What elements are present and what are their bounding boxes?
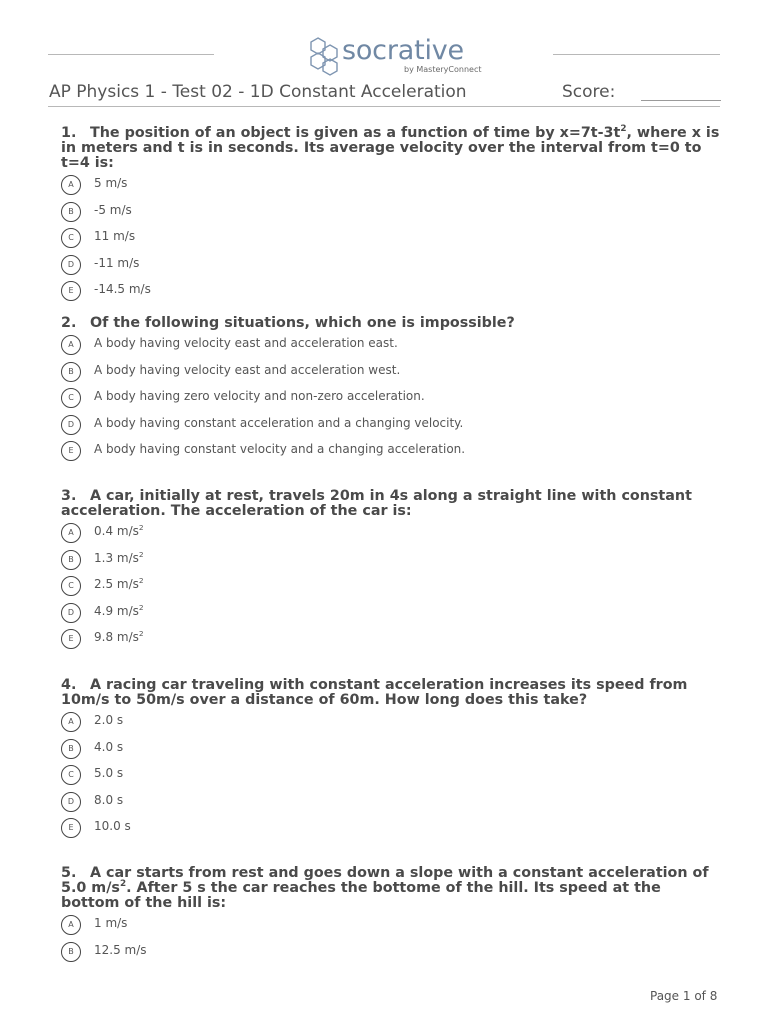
choice-bubble[interactable]: D (61, 603, 81, 623)
choice-option[interactable]: E 10.0 s (61, 818, 721, 845)
choice-bubble[interactable]: E (61, 281, 81, 301)
header-rule-left (48, 54, 214, 55)
choice-bubble[interactable]: C (61, 765, 81, 785)
question-4-choices (61, 712, 721, 845)
choice-option[interactable]: D 8.0 s (61, 792, 721, 819)
choice-bubble[interactable]: E (61, 441, 81, 461)
choice-bubble[interactable]: C (61, 388, 81, 408)
choice-option[interactable]: A A body having velocity east and acceleration east. (61, 335, 721, 362)
question-4-text: 4. A racing car traveling with constant acceleration increases its speed from 10m/s to 50m/s over a distance of 60m. How long does this take? (61, 677, 688, 708)
choice-bubble[interactable]: B (61, 739, 81, 759)
choice-bubble[interactable]: B (61, 202, 81, 222)
choice-bubble[interactable]: D (61, 792, 81, 812)
choice-option[interactable]: B 4.0 s (61, 739, 721, 766)
choice-option[interactable]: B A body having velocity east and acceleration west. (61, 362, 721, 389)
choice-bubble[interactable]: B (61, 550, 81, 570)
choice-option[interactable]: E -14.5 m/s (61, 281, 721, 308)
choice-bubble[interactable]: A (61, 335, 81, 355)
choice-option[interactable]: C A body having zero velocity and non-zero acceleration. (61, 388, 721, 415)
choice-option[interactable]: B -5 m/s (61, 202, 721, 229)
page-title: AP Physics 1 - Test 02 - 1D Constant Acceleration (49, 82, 467, 102)
choice-bubble[interactable]: D (61, 255, 81, 275)
page-number: Page 1 of 8 (650, 989, 718, 1003)
choice-option[interactable]: C 2.5 $m/s^2$ (61, 576, 721, 603)
choice-bubble[interactable]: D (61, 415, 81, 435)
choice-option[interactable]: E A body having constant velocity and a changing acceleration. (61, 441, 721, 468)
choice-bubble[interactable]: E (61, 629, 81, 649)
choice-option[interactable]: A 5 m/s (61, 175, 721, 202)
question-5 (61, 866, 721, 968)
question-2-choices (61, 335, 721, 468)
score-blank (641, 100, 721, 101)
question-1-choices (61, 175, 721, 308)
choice-option[interactable]: B 12.5 m/s (61, 942, 721, 969)
choice-bubble[interactable]: C (61, 576, 81, 596)
choice-bubble[interactable]: E (61, 818, 81, 838)
choice-bubble[interactable]: A (61, 175, 81, 195)
choice-bubble[interactable]: A (61, 523, 81, 543)
question-2-text: 2. Of the following situations, which one is impossible? (61, 315, 515, 331)
choice-option[interactable]: E 9.8 $m/s^2$ (61, 629, 721, 656)
brand-wordmark: socrative (342, 35, 464, 66)
choice-bubble[interactable]: B (61, 942, 81, 962)
hexagon-logo-icon (306, 37, 342, 77)
socrative-logo (306, 35, 482, 81)
score-label: Score: (562, 82, 616, 102)
choice-option[interactable]: D 4.9 $m/s^2$ (61, 603, 721, 630)
choice-option[interactable]: A 2.0 s (61, 712, 721, 739)
brand-byline: by MasteryConnect (404, 65, 482, 74)
choice-option[interactable]: C 5.0 s (61, 765, 721, 792)
question-5-text: 5. A car starts from rest and goes down a slope with a constant acceleration of 5.0 $m/s^2$. After 5 s the car reaches the bottome of the hill. Its speed at the bottom of the hill is: (61, 865, 709, 911)
choice-option[interactable]: D A body having constant acceleration and a changing velocity. (61, 415, 721, 442)
choice-option[interactable]: B 1.3 $m/s^2$ (61, 550, 721, 577)
choice-option[interactable]: A 0.4 $m/s^2$ (61, 523, 721, 550)
choice-bubble[interactable]: C (61, 228, 81, 248)
header-rule-right (553, 54, 720, 55)
title-rule (48, 106, 720, 107)
question-4 (61, 678, 721, 845)
question-3-text: 3. A car, initially at rest, travels 20m in 4s along a straight line with constant acceleration. The acceleration of the car is: (61, 488, 692, 519)
question-3 (61, 489, 721, 656)
choice-option[interactable]: D -11 m/s (61, 255, 721, 282)
choice-option[interactable]: A 1 m/s (61, 915, 721, 942)
choice-bubble[interactable]: A (61, 915, 81, 935)
choice-bubble[interactable]: A (61, 712, 81, 732)
question-1-text: 1. The position of an object is given as a function of time by $x=7t-3t^2$, where x is in meters and t is in seconds. Its average velocity over the interval from t=0 to t=4 is: (61, 124, 720, 171)
choice-option[interactable]: C 11 m/s (61, 228, 721, 255)
question-3-choices (61, 523, 721, 656)
question-2 (61, 316, 721, 468)
question-5-choices (61, 915, 721, 968)
question-1 (61, 126, 721, 308)
choice-bubble[interactable]: B (61, 362, 81, 382)
